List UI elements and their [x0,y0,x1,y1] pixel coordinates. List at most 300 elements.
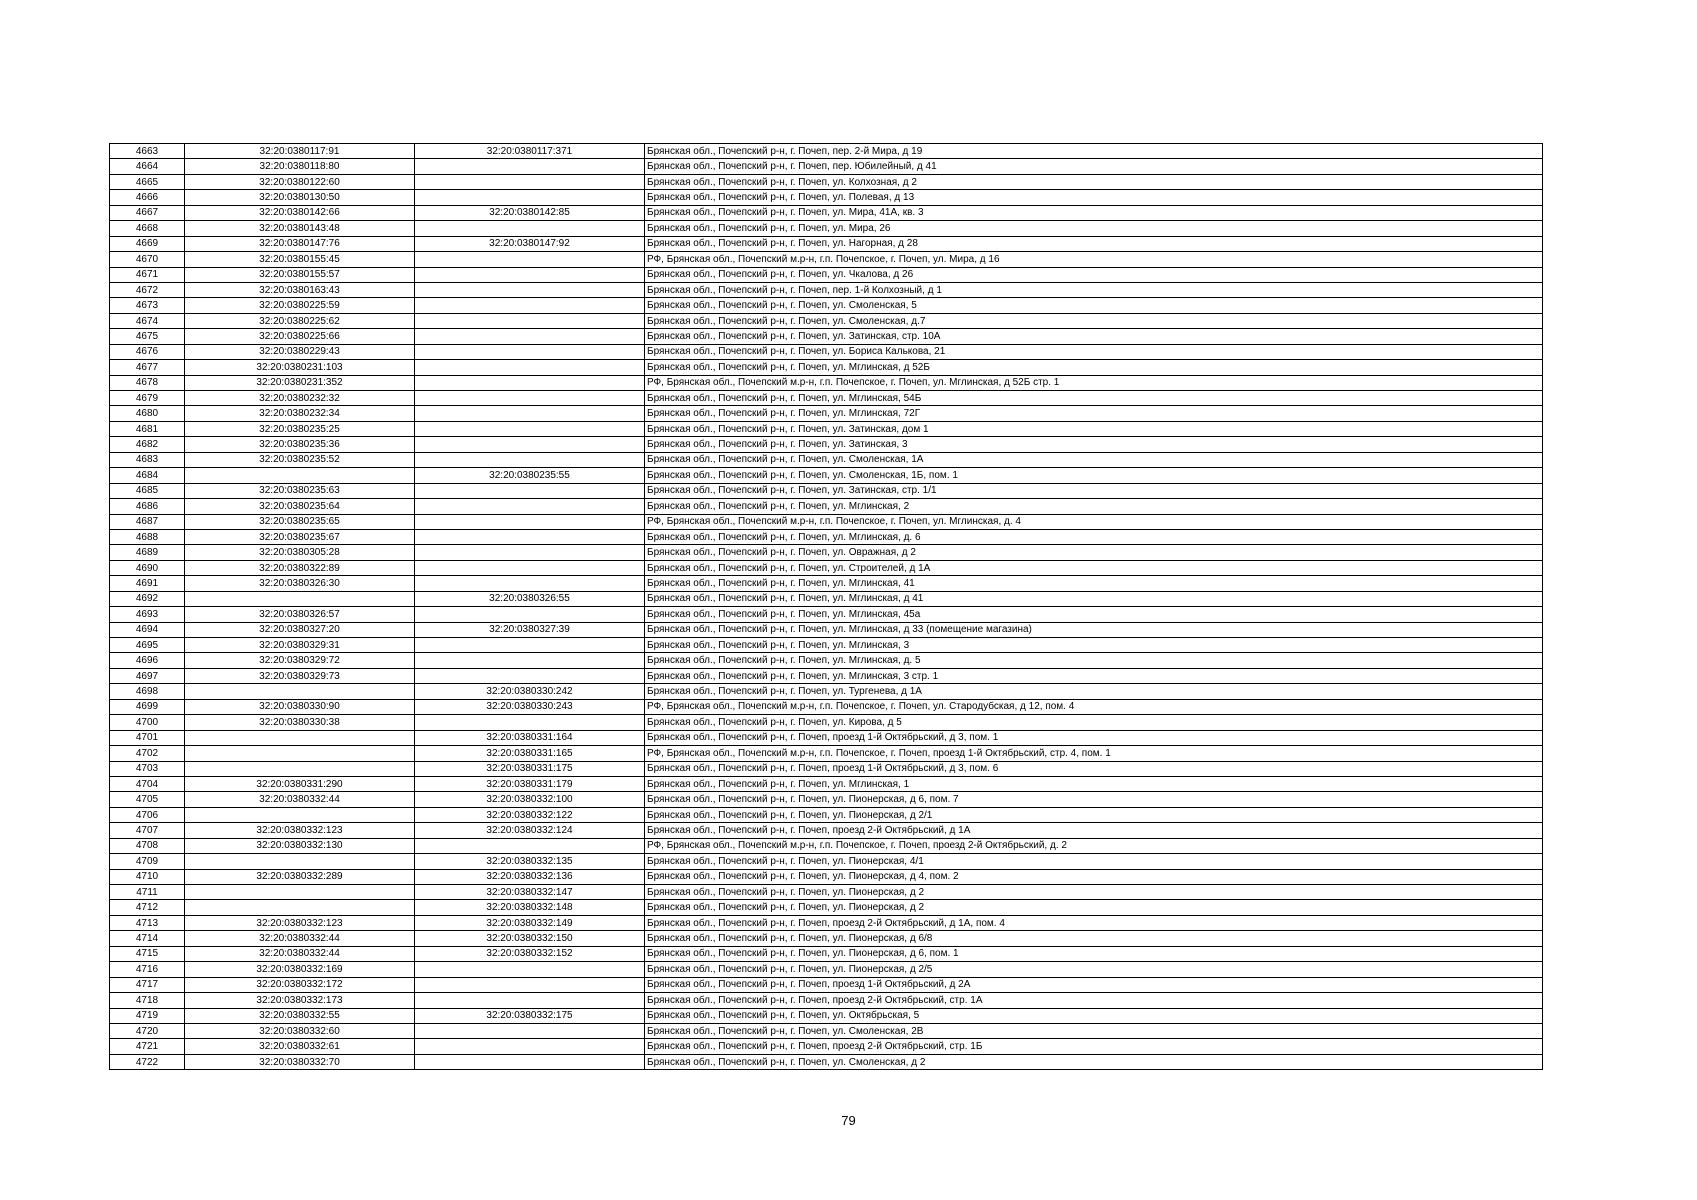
address-cell: Брянская обл., Почепский р-н, г. Почеп, ул. Затинская, дом 1 [645,421,1543,436]
address-cell: Брянская обл., Почепский р-н, г. Почеп, ул. Строителей, д 1А [645,560,1543,575]
table-row [110,993,1543,1008]
table-row [110,483,1543,498]
row-number-cell: 4682 [110,437,185,452]
cadastral-number-cell: 32:20:0380225:66 [185,329,415,344]
building-cadastral-number-cell: 32:20:0380332:122 [415,807,645,822]
row-number-cell: 4678 [110,375,185,390]
building-cadastral-number-cell [415,452,645,467]
table-row [110,529,1543,544]
table-row [110,591,1543,606]
table-row [110,915,1543,930]
address-cell: Брянская обл., Почепский р-н, г. Почеп, ул. Октябрьская, 5 [645,1008,1543,1023]
cadastral-number-cell [185,854,415,869]
address-cell: РФ, Брянская обл., Почепский м.р-н, г.п. Почепское, г. Почеп, проезд 2-й Октябрьский, д. 2 [645,838,1543,853]
cadastral-number-cell: 32:20:0380332:289 [185,869,415,884]
cadastral-number-cell: 32:20:0380329:31 [185,638,415,653]
building-cadastral-number-cell [415,514,645,529]
table-row [110,282,1543,297]
row-number-cell: 4692 [110,591,185,606]
address-cell: Брянская обл., Почепский р-н, г. Почеп, ул. Мглинская, 72Г [645,406,1543,421]
table-row [110,977,1543,992]
address-cell: Брянская обл., Почепский р-н, г. Почеп, ул. Бориса Калькова, 21 [645,344,1543,359]
registry-table-body [110,144,1543,1070]
row-number-cell: 4722 [110,1054,185,1069]
building-cadastral-number-cell [415,638,645,653]
table-row [110,174,1543,189]
building-cadastral-number-cell: 32:20:0380332:135 [415,854,645,869]
row-number-cell: 4675 [110,329,185,344]
table-row [110,1039,1543,1054]
building-cadastral-number-cell: 32:20:0380330:243 [415,699,645,714]
table-row [110,746,1543,761]
row-number-cell: 4690 [110,560,185,575]
address-cell: Брянская обл., Почепский р-н, г. Почеп, ул. Овражная, д 2 [645,545,1543,560]
table-row [110,437,1543,452]
table-row [110,1008,1543,1023]
cadastral-number-cell: 32:20:0380332:44 [185,931,415,946]
cadastral-number-cell: 32:20:0380326:57 [185,607,415,622]
cadastral-number-cell: 32:20:0380155:57 [185,267,415,282]
row-number-cell: 4668 [110,221,185,236]
cadastral-number-cell: 32:20:0380332:172 [185,977,415,992]
row-number-cell: 4693 [110,607,185,622]
address-cell: Брянская обл., Почепский р-н, г. Почеп, ул. Мглинская, д. 6 [645,529,1543,544]
table-row [110,221,1543,236]
row-number-cell: 4711 [110,885,185,900]
building-cadastral-number-cell [415,391,645,406]
cadastral-number-cell: 32:20:0380231:352 [185,375,415,390]
building-cadastral-number-cell: 32:20:0380235:55 [415,468,645,483]
row-number-cell: 4685 [110,483,185,498]
address-cell: Брянская обл., Почепский р-н, г. Почеп, ул. Пионерская, д 6, пом. 7 [645,792,1543,807]
table-row [110,252,1543,267]
row-number-cell: 4714 [110,931,185,946]
address-cell: РФ, Брянская обл., Почепский м.р-н, г.п. Почепское, г. Почеп, ул. Мглинская, д 52Б стр. 1 [645,375,1543,390]
building-cadastral-number-cell: 32:20:0380332:149 [415,915,645,930]
building-cadastral-number-cell: 32:20:0380326:55 [415,591,645,606]
building-cadastral-number-cell [415,1039,645,1054]
cadastral-number-cell: 32:20:0380143:48 [185,221,415,236]
building-cadastral-number-cell [415,653,645,668]
cadastral-number-cell: 32:20:0380235:65 [185,514,415,529]
row-number-cell: 4708 [110,838,185,853]
address-cell: Брянская обл., Почепский р-н, г. Почеп, проезд 2-й Октябрьский, д 1А, пом. 4 [645,915,1543,930]
cadastral-number-cell: 32:20:0380118:80 [185,159,415,174]
cadastral-number-cell [185,746,415,761]
address-cell: Брянская обл., Почепский р-н, г. Почеп, ул. Пионерская, д 2 [645,885,1543,900]
building-cadastral-number-cell [415,406,645,421]
address-cell: Брянская обл., Почепский р-н, г. Почеп, ул. Мглинская, 54Б [645,391,1543,406]
address-cell: РФ, Брянская обл., Почепский м.р-н, г.п. Почепское, г. Почеп, проезд 1-й Октябрьский, стр. 4, пом. 1 [645,746,1543,761]
cadastral-number-cell: 32:20:0380117:91 [185,144,415,159]
cadastral-number-cell: 32:20:0380235:64 [185,499,415,514]
cadastral-number-cell: 32:20:0380332:70 [185,1054,415,1069]
table-row [110,406,1543,421]
cadastral-number-cell: 32:20:0380332:123 [185,915,415,930]
building-cadastral-number-cell [415,977,645,992]
building-cadastral-number-cell: 32:20:0380332:150 [415,931,645,946]
table-row [110,792,1543,807]
row-number-cell: 4666 [110,190,185,205]
building-cadastral-number-cell [415,174,645,189]
address-cell: Брянская обл., Почепский р-н, г. Почеп, ул. Мглинская, д 41 [645,591,1543,606]
cadastral-number-cell: 32:20:0380330:38 [185,715,415,730]
building-cadastral-number-cell: 32:20:0380332:136 [415,869,645,884]
address-cell: Брянская обл., Почепский р-н, г. Почеп, ул. Смоленская, д.7 [645,313,1543,328]
table-row [110,560,1543,575]
address-cell: Брянская обл., Почепский р-н, г. Почеп, ул. Мира, 26 [645,221,1543,236]
registry-table [109,143,1543,1070]
building-cadastral-number-cell [415,375,645,390]
row-number-cell: 4680 [110,406,185,421]
cadastral-number-cell: 32:20:0380225:59 [185,298,415,313]
cadastral-number-cell: 32:20:0380332:169 [185,962,415,977]
cadastral-number-cell: 32:20:0380326:30 [185,576,415,591]
address-cell: Брянская обл., Почепский р-н, г. Почеп, проезд 2-й Октябрьский, стр. 1Б [645,1039,1543,1054]
address-cell: Брянская обл., Почепский р-н, г. Почеп, ул. Пионерская, д 2/5 [645,962,1543,977]
row-number-cell: 4715 [110,946,185,961]
cadastral-number-cell: 32:20:0380235:63 [185,483,415,498]
building-cadastral-number-cell: 32:20:0380142:85 [415,205,645,220]
cadastral-number-cell: 32:20:0380142:66 [185,205,415,220]
address-cell: Брянская обл., Почепский р-н, г. Почеп, ул. Мглинская, 41 [645,576,1543,591]
building-cadastral-number-cell [415,576,645,591]
table-row [110,730,1543,745]
table-row [110,699,1543,714]
table-row [110,638,1543,653]
address-cell: Брянская обл., Почепский р-н, г. Почеп, ул. Мглинская, 3 [645,638,1543,653]
table-row [110,452,1543,467]
cadastral-number-cell: 32:20:0380332:44 [185,792,415,807]
building-cadastral-number-cell: 32:20:0380331:175 [415,761,645,776]
address-cell: Брянская обл., Почепский р-н, г. Почеп, проезд 1-й Октябрьский, д 3, пом. 6 [645,761,1543,776]
cadastral-number-cell: 32:20:0380155:45 [185,252,415,267]
row-number-cell: 4691 [110,576,185,591]
address-cell: Брянская обл., Почепский р-н, г. Почеп, ул. Мглинская, д 52Б [645,360,1543,375]
row-number-cell: 4703 [110,761,185,776]
row-number-cell: 4720 [110,1023,185,1038]
cadastral-number-cell [185,885,415,900]
table-row [110,807,1543,822]
address-cell: Брянская обл., Почепский р-н, г. Почеп, ул. Затинская, стр. 10А [645,329,1543,344]
table-row [110,313,1543,328]
cadastral-number-cell: 32:20:0380235:25 [185,421,415,436]
table-row [110,499,1543,514]
building-cadastral-number-cell: 32:20:0380117:371 [415,144,645,159]
table-row [110,838,1543,853]
row-number-cell: 4718 [110,993,185,1008]
row-number-cell: 4719 [110,1008,185,1023]
cadastral-number-cell [185,684,415,699]
cadastral-number-cell: 32:20:0380332:61 [185,1039,415,1054]
row-number-cell: 4710 [110,869,185,884]
cadastral-number-cell: 32:20:0380332:44 [185,946,415,961]
building-cadastral-number-cell [415,668,645,683]
table-row [110,715,1543,730]
table-row [110,946,1543,961]
table-row [110,360,1543,375]
row-number-cell: 4670 [110,252,185,267]
building-cadastral-number-cell [415,267,645,282]
table-row [110,298,1543,313]
cadastral-number-cell: 32:20:0380163:43 [185,282,415,297]
cadastral-number-cell: 32:20:0380147:76 [185,236,415,251]
row-number-cell: 4697 [110,668,185,683]
cadastral-number-cell: 32:20:0380332:173 [185,993,415,1008]
table-row [110,267,1543,282]
cadastral-number-cell: 32:20:0380327:20 [185,622,415,637]
building-cadastral-number-cell [415,344,645,359]
building-cadastral-number-cell [415,607,645,622]
table-row [110,854,1543,869]
building-cadastral-number-cell [415,329,645,344]
building-cadastral-number-cell [415,838,645,853]
row-number-cell: 4689 [110,545,185,560]
address-cell: Брянская обл., Почепский р-н, г. Почеп, проезд 1-й Октябрьский, д 2А [645,977,1543,992]
building-cadastral-number-cell: 32:20:0380147:92 [415,236,645,251]
building-cadastral-number-cell [415,529,645,544]
address-cell: Брянская обл., Почепский р-н, г. Почеп, ул. Тургенева, д 1А [645,684,1543,699]
table-row [110,823,1543,838]
row-number-cell: 4709 [110,854,185,869]
address-cell: Брянская обл., Почепский р-н, г. Почеп, ул. Пионерская, 4/1 [645,854,1543,869]
building-cadastral-number-cell [415,560,645,575]
address-cell: Брянская обл., Почепский р-н, г. Почеп, ул. Смоленская, 1Б, пом. 1 [645,468,1543,483]
row-number-cell: 4700 [110,715,185,730]
cadastral-number-cell: 32:20:0380130:50 [185,190,415,205]
building-cadastral-number-cell [415,282,645,297]
table-row [110,776,1543,791]
address-cell: Брянская обл., Почепский р-н, г. Почеп, ул. Пионерская, д 4, пом. 2 [645,869,1543,884]
cadastral-number-cell: 32:20:0380330:90 [185,699,415,714]
row-number-cell: 4671 [110,267,185,282]
row-number-cell: 4686 [110,499,185,514]
row-number-cell: 4679 [110,391,185,406]
table-row [110,391,1543,406]
address-cell: Брянская обл., Почепский р-н, г. Почеп, ул. Мглинская, 3 стр. 1 [645,668,1543,683]
address-cell: Брянская обл., Почепский р-н, г. Почеп, ул. Мглинская, д. 5 [645,653,1543,668]
table-row [110,576,1543,591]
address-cell: Брянская обл., Почепский р-н, г. Почеп, ул. Полевая, д 13 [645,190,1543,205]
table-row [110,900,1543,915]
cadastral-number-cell: 32:20:0380225:62 [185,313,415,328]
table-row [110,468,1543,483]
table-row [110,159,1543,174]
building-cadastral-number-cell: 32:20:0380332:148 [415,900,645,915]
address-cell: Брянская обл., Почепский р-н, г. Почеп, ул. Чкалова, д 26 [645,267,1543,282]
building-cadastral-number-cell [415,360,645,375]
building-cadastral-number-cell [415,993,645,1008]
cadastral-number-cell: 32:20:0380332:123 [185,823,415,838]
building-cadastral-number-cell: 32:20:0380330:242 [415,684,645,699]
address-cell: Брянская обл., Почепский р-н, г. Почеп, пер. Юбилейный, д 41 [645,159,1543,174]
cadastral-number-cell [185,761,415,776]
address-cell: Брянская обл., Почепский р-н, г. Почеп, ул. Затинская, стр. 1/1 [645,483,1543,498]
address-cell: Брянская обл., Почепский р-н, г. Почеп, ул. Пионерская, д 2 [645,900,1543,915]
building-cadastral-number-cell: 32:20:0380332:124 [415,823,645,838]
cadastral-number-cell: 32:20:0380331:290 [185,776,415,791]
row-number-cell: 4694 [110,622,185,637]
building-cadastral-number-cell [415,1023,645,1038]
address-cell: Брянская обл., Почепский р-н, г. Почеп, ул. Мира, 41А, кв. 3 [645,205,1543,220]
building-cadastral-number-cell: 32:20:0380332:100 [415,792,645,807]
address-cell: Брянская обл., Почепский р-н, г. Почеп, ул. Колхозная, д 2 [645,174,1543,189]
building-cadastral-number-cell: 32:20:0380332:175 [415,1008,645,1023]
building-cadastral-number-cell: 32:20:0380331:179 [415,776,645,791]
building-cadastral-number-cell [415,483,645,498]
building-cadastral-number-cell [415,313,645,328]
building-cadastral-number-cell [415,221,645,236]
row-number-cell: 4698 [110,684,185,699]
row-number-cell: 4705 [110,792,185,807]
row-number-cell: 4704 [110,776,185,791]
table-row [110,545,1543,560]
cadastral-number-cell: 32:20:0380122:60 [185,174,415,189]
row-number-cell: 4701 [110,730,185,745]
table-row [110,653,1543,668]
page-number: 79 [841,1113,856,1128]
table-row [110,344,1543,359]
cadastral-number-cell [185,807,415,822]
cadastral-number-cell: 32:20:0380235:52 [185,452,415,467]
table-row [110,931,1543,946]
address-cell: Брянская обл., Почепский р-н, г. Почеп, ул. Мглинская, 1 [645,776,1543,791]
building-cadastral-number-cell [415,962,645,977]
cadastral-number-cell: 32:20:0380232:32 [185,391,415,406]
cadastral-number-cell [185,730,415,745]
row-number-cell: 4674 [110,313,185,328]
address-cell: Брянская обл., Почепский р-н, г. Почеп, ул. Мглинская, д 33 (помещение магазина) [645,622,1543,637]
table-row [110,514,1543,529]
address-cell: Брянская обл., Почепский р-н, г. Почеп, ул. Смоленская, 2В [645,1023,1543,1038]
table-row [110,607,1543,622]
building-cadastral-number-cell [415,298,645,313]
address-cell: РФ, Брянская обл., Почепский м.р-н, г.п. Почепское, г. Почеп, ул. Мглинская, д. 4 [645,514,1543,529]
row-number-cell: 4669 [110,236,185,251]
table-row [110,684,1543,699]
cadastral-number-cell: 32:20:0380231:103 [185,360,415,375]
row-number-cell: 4681 [110,421,185,436]
row-number-cell: 4664 [110,159,185,174]
cadastral-number-cell: 32:20:0380229:43 [185,344,415,359]
row-number-cell: 4667 [110,205,185,220]
cadastral-number-cell [185,900,415,915]
table-row [110,1054,1543,1069]
address-cell: Брянская обл., Почепский р-н, г. Почеп, проезд 2-й Октябрьский, д 1А [645,823,1543,838]
table-row [110,236,1543,251]
building-cadastral-number-cell [415,252,645,267]
row-number-cell: 4716 [110,962,185,977]
row-number-cell: 4665 [110,174,185,189]
building-cadastral-number-cell: 32:20:0380331:165 [415,746,645,761]
address-cell: Брянская обл., Почепский р-н, г. Почеп, ул. Кирова, д 5 [645,715,1543,730]
address-cell: Брянская обл., Почепский р-н, г. Почеп, проезд 1-й Октябрьский, д 3, пом. 1 [645,730,1543,745]
address-cell: Брянская обл., Почепский р-н, г. Почеп, ул. Пионерская, д 6, пом. 1 [645,946,1543,961]
row-number-cell: 4684 [110,468,185,483]
building-cadastral-number-cell [415,1054,645,1069]
building-cadastral-number-cell [415,190,645,205]
building-cadastral-number-cell [415,499,645,514]
address-cell: Брянская обл., Почепский р-н, г. Почеп, ул. Нагорная, д 28 [645,236,1543,251]
row-number-cell: 4676 [110,344,185,359]
building-cadastral-number-cell: 32:20:0380332:152 [415,946,645,961]
address-cell: РФ, Брянская обл., Почепский м.р-н, г.п. Почепское, г. Почеп, ул. Мира, д 16 [645,252,1543,267]
address-cell: Брянская обл., Почепский р-н, г. Почеп, ул. Мглинская, 45а [645,607,1543,622]
table-row [110,761,1543,776]
row-number-cell: 4713 [110,915,185,930]
table-row [110,1023,1543,1038]
cadastral-number-cell: 32:20:0380332:130 [185,838,415,853]
table-row [110,375,1543,390]
building-cadastral-number-cell [415,159,645,174]
row-number-cell: 4699 [110,699,185,714]
address-cell: Брянская обл., Почепский р-н, г. Почеп, ул. Мглинская, 2 [645,499,1543,514]
address-cell: Брянская обл., Почепский р-н, г. Почеп, ул. Смоленская, 5 [645,298,1543,313]
row-number-cell: 4706 [110,807,185,822]
address-cell: Брянская обл., Почепский р-н, г. Почеп, ул. Пионерская, д 6/8 [645,931,1543,946]
address-cell: Брянская обл., Почепский р-н, г. Почеп, ул. Смоленская, д 2 [645,1054,1543,1069]
building-cadastral-number-cell: 32:20:0380331:164 [415,730,645,745]
row-number-cell: 4712 [110,900,185,915]
building-cadastral-number-cell [415,715,645,730]
table-row [110,962,1543,977]
row-number-cell: 4717 [110,977,185,992]
address-cell: Брянская обл., Почепский р-н, г. Почеп, пер. 2-й Мира, д 19 [645,144,1543,159]
table-row [110,622,1543,637]
row-number-cell: 4707 [110,823,185,838]
cadastral-number-cell: 32:20:0380332:55 [185,1008,415,1023]
table-row [110,205,1543,220]
building-cadastral-number-cell: 32:20:0380332:147 [415,885,645,900]
row-number-cell: 4672 [110,282,185,297]
row-number-cell: 4702 [110,746,185,761]
row-number-cell: 4695 [110,638,185,653]
row-number-cell: 4721 [110,1039,185,1054]
cadastral-number-cell [185,591,415,606]
row-number-cell: 4688 [110,529,185,544]
table-row [110,190,1543,205]
building-cadastral-number-cell [415,437,645,452]
cadastral-number-cell: 32:20:0380329:72 [185,653,415,668]
table-row [110,885,1543,900]
cadastral-number-cell: 32:20:0380235:36 [185,437,415,452]
address-cell: РФ, Брянская обл., Почепский м.р-н, г.п. Почепское, г. Почеп, ул. Стародубская, д 12, пом. 4 [645,699,1543,714]
row-number-cell: 4677 [110,360,185,375]
address-cell: Брянская обл., Почепский р-н, г. Почеп, проезд 2-й Октябрьский, стр. 1А [645,993,1543,1008]
table-row [110,144,1543,159]
cadastral-number-cell: 32:20:0380322:89 [185,560,415,575]
table-row [110,869,1543,884]
row-number-cell: 4687 [110,514,185,529]
cadastral-number-cell [185,468,415,483]
table-row [110,668,1543,683]
row-number-cell: 4663 [110,144,185,159]
address-cell: Брянская обл., Почепский р-н, г. Почеп, ул. Пионерская, д 2/1 [645,807,1543,822]
address-cell: Брянская обл., Почепский р-н, г. Почеп, ул. Затинская, 3 [645,437,1543,452]
row-number-cell: 4683 [110,452,185,467]
cadastral-number-cell: 32:20:0380305:28 [185,545,415,560]
building-cadastral-number-cell [415,421,645,436]
row-number-cell: 4696 [110,653,185,668]
cadastral-number-cell: 32:20:0380332:60 [185,1023,415,1038]
table-row [110,329,1543,344]
row-number-cell: 4673 [110,298,185,313]
cadastral-number-cell: 32:20:0380329:73 [185,668,415,683]
address-cell: Брянская обл., Почепский р-н, г. Почеп, пер. 1-й Колхозный, д 1 [645,282,1543,297]
building-cadastral-number-cell: 32:20:0380327:39 [415,622,645,637]
building-cadastral-number-cell [415,545,645,560]
cadastral-number-cell: 32:20:0380235:67 [185,529,415,544]
